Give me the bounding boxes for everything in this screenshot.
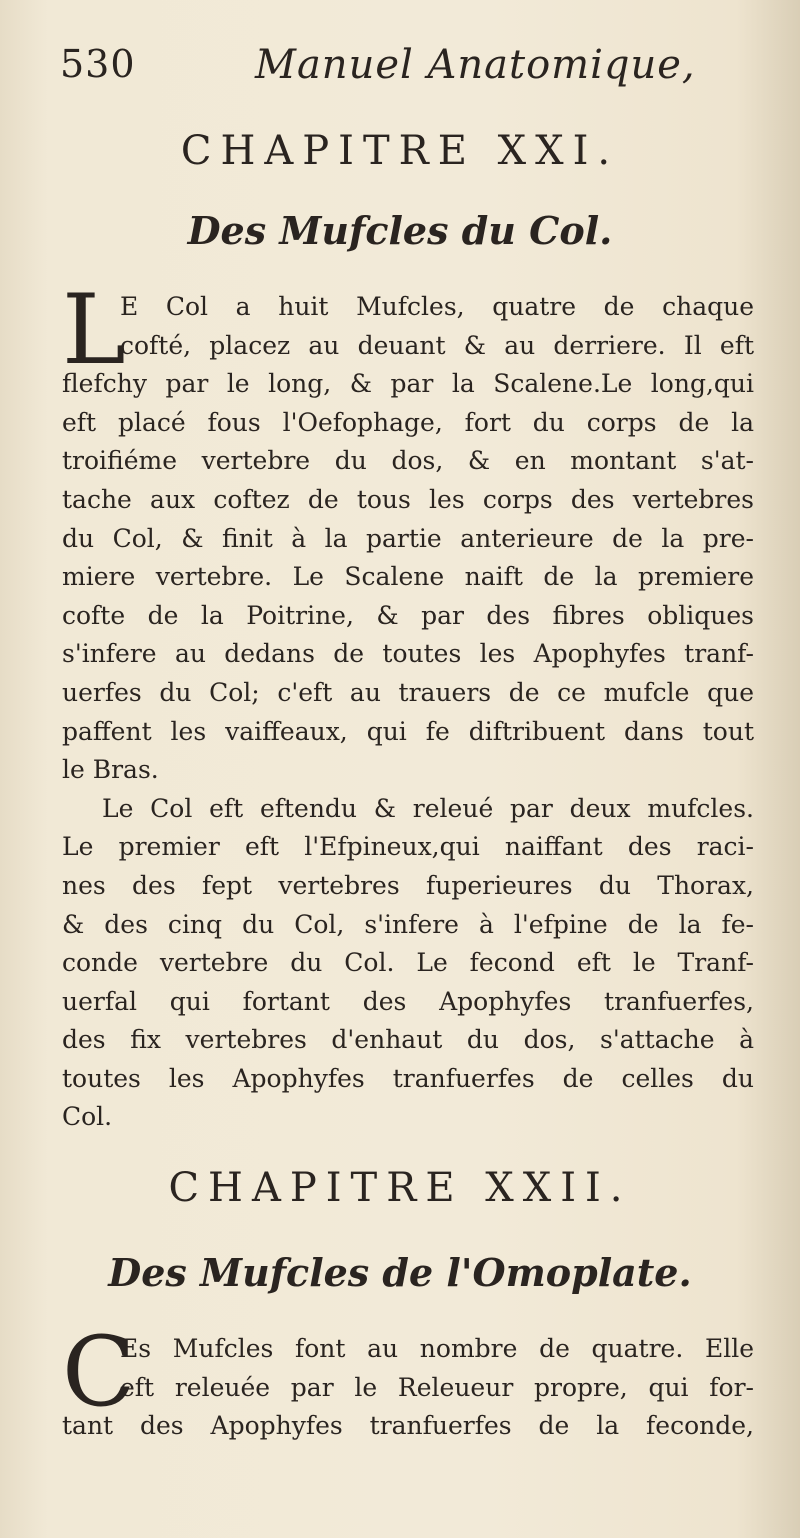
chapter-xxii-body	[62, 1316, 754, 1446]
text-line: & des cinq du Col, s'infere à l'efpine de la fe-	[62, 909, 754, 939]
text-line: tache aux coftez de tous les corps des vertebres	[62, 484, 754, 514]
text-line: Col.	[62, 1102, 113, 1132]
text-line: miere vertebre. Le Scalene naift de la premiere	[62, 562, 754, 592]
running-title: Manuel Anatomique,	[255, 42, 696, 88]
page-header	[60, 42, 740, 102]
text-line: nes des fept vertebres fuperieures du Thorax,	[62, 870, 754, 900]
chapter-heading-xxii: CHAPITRE XXII.	[168, 1165, 632, 1211]
text-line: cofté, placez au deuant & au derriere. Il eft	[120, 330, 754, 360]
text-line: flefchy par le long, & par la Scalene.Le long,qui	[62, 369, 754, 399]
text-line: uerfes du Col; c'eft au trauers de ce mufcle que	[62, 677, 754, 707]
text-line: paffent les vaiffeaux, qui fe diftribuent dans tout	[62, 716, 754, 746]
text-line: eft releuée par le Releueur propre, qui for-	[120, 1372, 754, 1402]
text-line: tant des Apophyfes tranfuerfes de la feconde,	[62, 1411, 754, 1441]
text-line: du Col, & finit à la partie anterieure de la pre-	[62, 523, 754, 553]
text-line: s'infere au dedans de toutes les Apophyfes tranf-	[62, 639, 754, 669]
text-line: des fix vertebres d'enhaut du dos, s'attache à	[62, 1025, 754, 1055]
text-line: Le Col eft eftendu & releué par deux mufcles.	[102, 793, 754, 823]
text-line: eft placé fous l'Oefophage, fort du corps de la	[62, 407, 754, 437]
chapter-title-xxii: Des Mufcles de l'Omoplate.	[108, 1250, 692, 1295]
drop-cap-l: L	[62, 274, 126, 386]
text-line: E Col a huit Mufcles, quatre de chaque	[120, 292, 754, 321]
drop-cap-c: C	[62, 1316, 136, 1428]
page-number: 530	[60, 42, 136, 86]
chapter-xxi-body	[62, 274, 754, 1137]
text-line: Es Mufcles font au nombre de quatre. Elle	[120, 1334, 754, 1363]
text-line: cofte de la Poitrine, & par des fibres obliques	[62, 600, 754, 630]
chapter-heading-xxi: CHAPITRE XXI.	[180, 128, 620, 174]
text-line: le Bras.	[62, 755, 159, 785]
text-line: Le premier eft l'Efpineux,qui naiffant des raci-	[62, 832, 754, 862]
text-line: troifiéme vertebre du dos, & en montant s'at-	[62, 446, 754, 476]
text-line: toutes les Apophyfes tranfuerfes de celles du	[62, 1063, 754, 1093]
chapter-title-xxi: Des Mufcles du Col.	[187, 208, 613, 253]
text-line: uerfal qui fortant des Apophyfes tranfuerfes,	[62, 986, 754, 1016]
text-line: conde vertebre du Col. Le fecond eft le Tranf-	[62, 948, 754, 978]
